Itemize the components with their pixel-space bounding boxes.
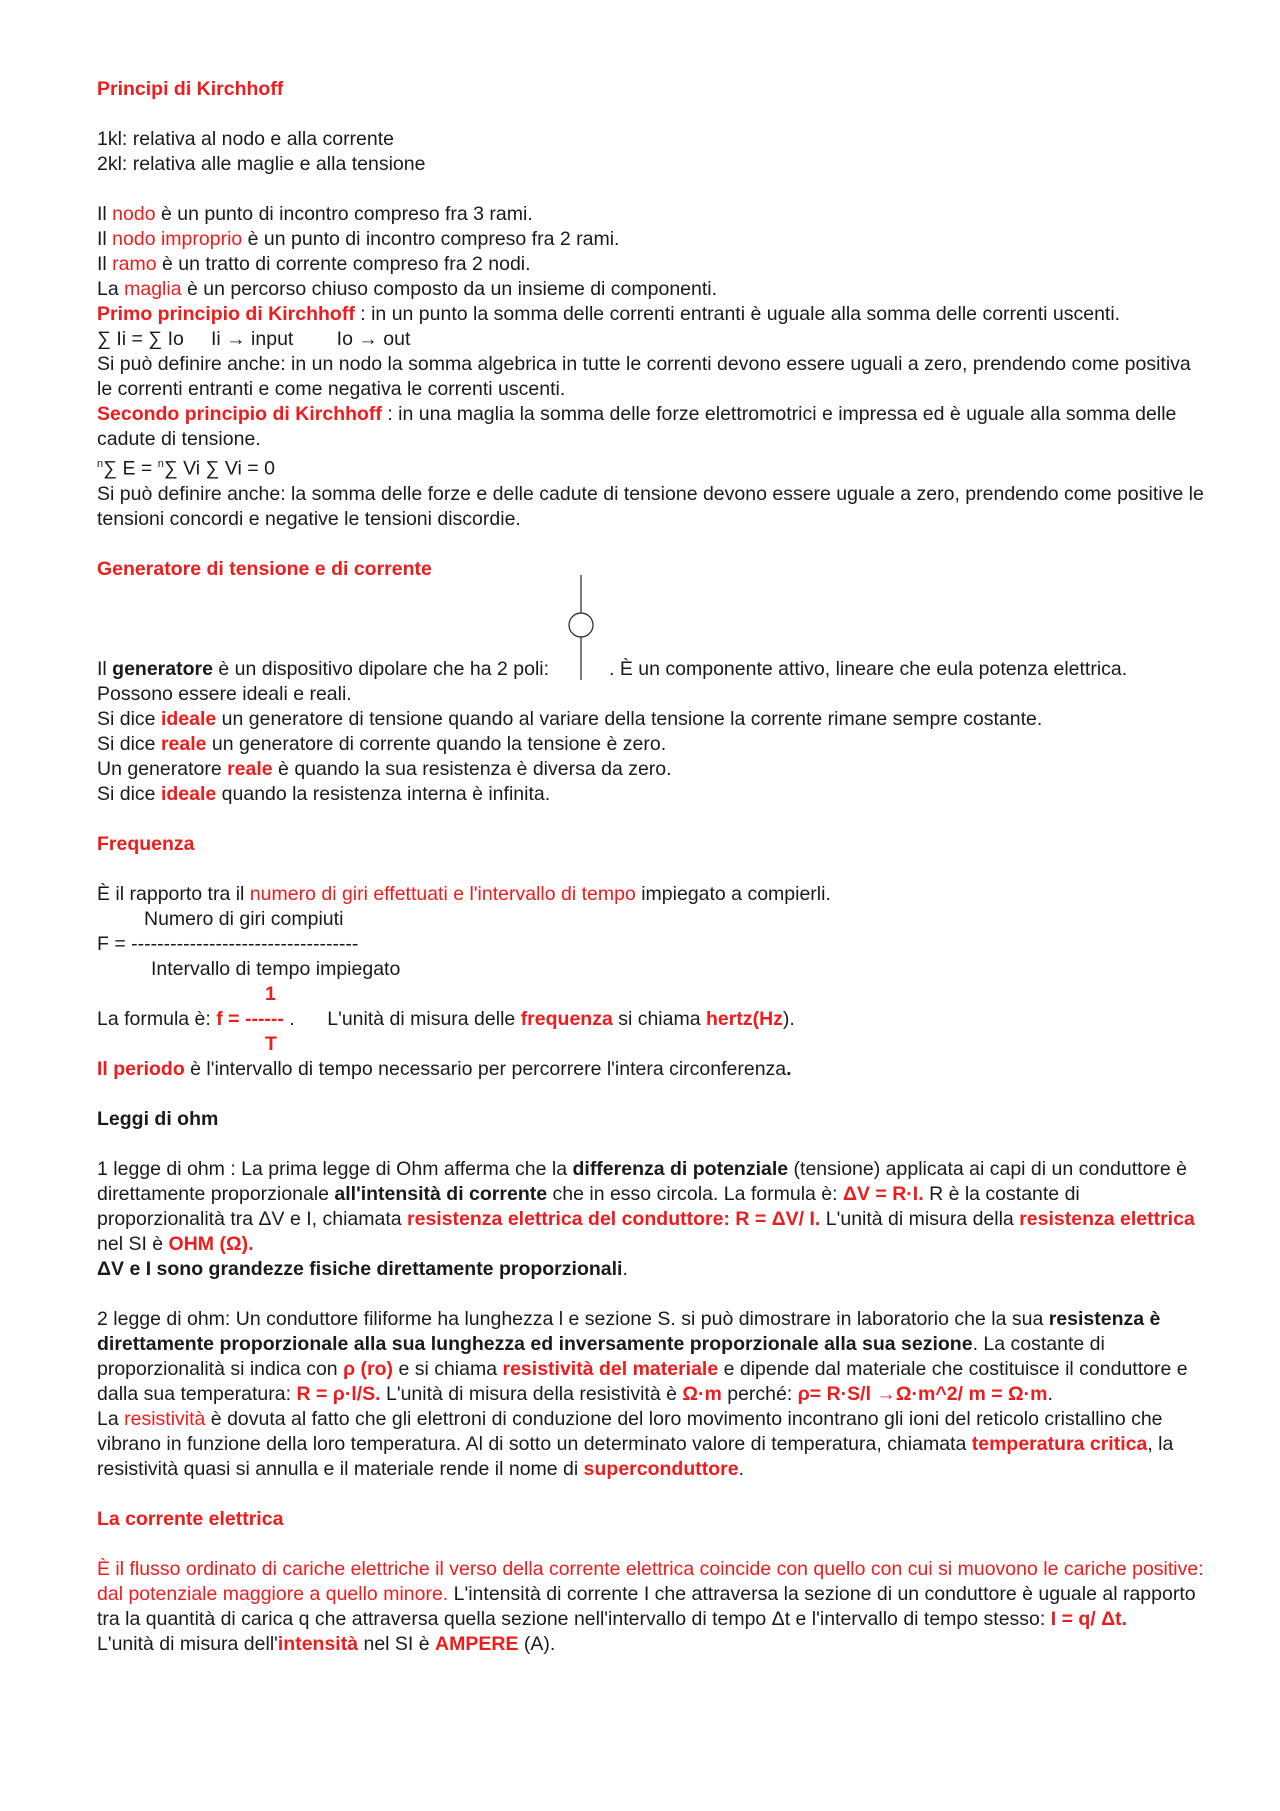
generator-symbol — [549, 657, 609, 682]
generatore-reale: Un generatore reale è quando la sua resistenza è diversa da zero. — [97, 757, 672, 780]
fraction-line: F = ----------------------------------- — [97, 932, 359, 955]
corrente-definition: È il flusso ordinato di cariche elettriche il verso della corrente elettrica coincide con quello con cui si muovono le cariche positive: dal potenziale maggiore a quello minore. L'intensità di corrente I che attraversa la sezione di un conduttore è uguale al rapporto tra la quantità di carica q che attraversa quella sezione nell'intervallo di tempo Δt e l'intervallo di tempo stesso: I = q/ Δt. — [97, 1557, 1204, 1630]
primo-formula: ∑ Ii = ∑ Io Ii → input Io → out — [97, 328, 411, 350]
ohm-first-law: 1 legge di ohm : La prima legge di Ohm afferma che la differenza di potenziale (tensione) applicata ai capi di un conduttore è direttamente proporzionale all'intensità di corrente che in esso circola. La formula è: ΔV = R·I. R è la costante di proporzionalità tra ΔV e I, chiamata resistenza elettrica del conduttore: R = ΔV/ I. L'unità di misura della resistenza elettrica nel SI è OHM (Ω). — [97, 1157, 1195, 1255]
ohm-second-law: 2 legge di ohm: Un conduttore filiforme ha lunghezza l e sezione S. si può dimostrare in laboratorio che la sua resistenza è direttamente proporzionale alla sua lunghezza ed inversamente proporzionale alla sua sezione. La costante di proporzionalità si indica con ρ (ro) e si chiama resistività del materiale e dipende dal materiale che costituisce il conduttore e dalla sua temperatura: R = ρ·l/S. L'unità di misura della resistività è Ω·m perché: ρ= R·S/l →Ω·m^2/ m = Ω·m. — [97, 1307, 1188, 1405]
formula-numerator: 1 — [265, 982, 276, 1005]
generatore-ideale-tensione: Si dice ideale un generatore di tensione quando al variare della tensione la corrente rimane sempre costante. — [97, 707, 1043, 730]
generatore-definition: Il generatore è un dispositivo dipolare che ha 2 poli: . È un componente attivo, lineare che eula potenza elettrica. Possono essere ideali e reali. — [97, 657, 1207, 707]
periodo-definition: Il periodo è l'intervallo di tempo necessario per percorrere l'intera circonferenza. — [97, 1057, 792, 1080]
nodo-definition: Il nodo è un punto di incontro compreso fra 3 rami. — [97, 203, 533, 225]
formula-denominator: T — [265, 1032, 277, 1055]
primo-principio: Primo principio di Kirchhoff : in un punto la somma delle correnti entranti è uguale alla somma delle correnti uscenti. — [97, 303, 1121, 325]
generatore-ideale: Si dice ideale quando la resistenza interna è infinita. — [97, 782, 551, 805]
resistivita-paragraph: La resistività è dovuta al fatto che gli elettroni di conduzione del loro movimento incontrano gli ioni del reticolo cristallino che vibrano in funzione della loro temperatura. Al di sotto un determinato valore di temperatura, chiamata temperatura critica, la resistività quasi si annulla e il materiale rende il nome di superconduttore. — [97, 1407, 1174, 1480]
heading-frequenza: Frequenza — [97, 832, 195, 855]
primo-alternative: Si può definire anche: in un nodo la somma algebrica in tutte le correnti devono essere uguali a zero, prendendo come positiva le correnti entranti e come negativa le correnti uscenti. — [97, 353, 1191, 400]
document-page — [97, 77, 1207, 1657]
generatore-reale-corrente: Si dice reale un generatore di corrente quando la tensione è zero. — [97, 732, 667, 755]
heading-kirchhoff: Principi di Kirchhoff — [97, 78, 284, 100]
kl2-line: 2kl: relativa alle maglie e alla tensione — [97, 153, 426, 175]
secondo-formula: $^n$∑ E = $^n$∑ Vi ∑ Vi = 0 — [97, 457, 275, 480]
ohm-proportional: ΔV e I sono grandezze fisiche direttamente proporzionali. — [97, 1257, 628, 1280]
secondo-principio: Secondo principio di Kirchhoff : in una maglia la somma delle forze elettromotrici e impressa ed è uguale alla somma delle cadute di tensione. — [97, 403, 1177, 450]
fraction-numerator: Numero di giri compiuti — [144, 907, 344, 930]
corrente-unita: L'unità di misura dell'intensità nel SI è AMPERE (A). — [97, 1632, 556, 1655]
frequenza-definition: È il rapporto tra il numero di giri effettuati e l'intervallo di tempo impiegato a compierli. — [97, 882, 831, 905]
frequenza-formula: La formula è: f = ------ . L'unità di misura delle frequenza si chiama hertz(Hz). — [97, 1007, 795, 1030]
secondo-alternative: Si può definire anche: la somma delle forze e delle cadute di tensione devono essere uguale a zero, prendendo come positive le tensioni concordi e negative le tensioni discordie. — [97, 482, 1204, 530]
maglia-definition: La maglia è un percorso chiuso composto da un insieme di componenti. — [97, 278, 718, 300]
ramo-definition: Il ramo è un tratto di corrente compreso fra 2 nodi. — [97, 253, 531, 275]
fraction-denominator: Intervallo di tempo impiegato — [151, 957, 401, 980]
kl1-line: 1kl: relativa al nodo e alla corrente — [97, 128, 395, 150]
heading-ohm: Leggi di ohm — [97, 1107, 219, 1130]
heading-generatore: Generatore di tensione e di corrente — [97, 557, 432, 580]
generator-icon — [561, 575, 601, 685]
nodo-improprio-definition: Il nodo improprio è un punto di incontro compreso fra 2 rami. — [97, 228, 620, 250]
heading-corrente: La corrente elettrica — [97, 1507, 284, 1530]
